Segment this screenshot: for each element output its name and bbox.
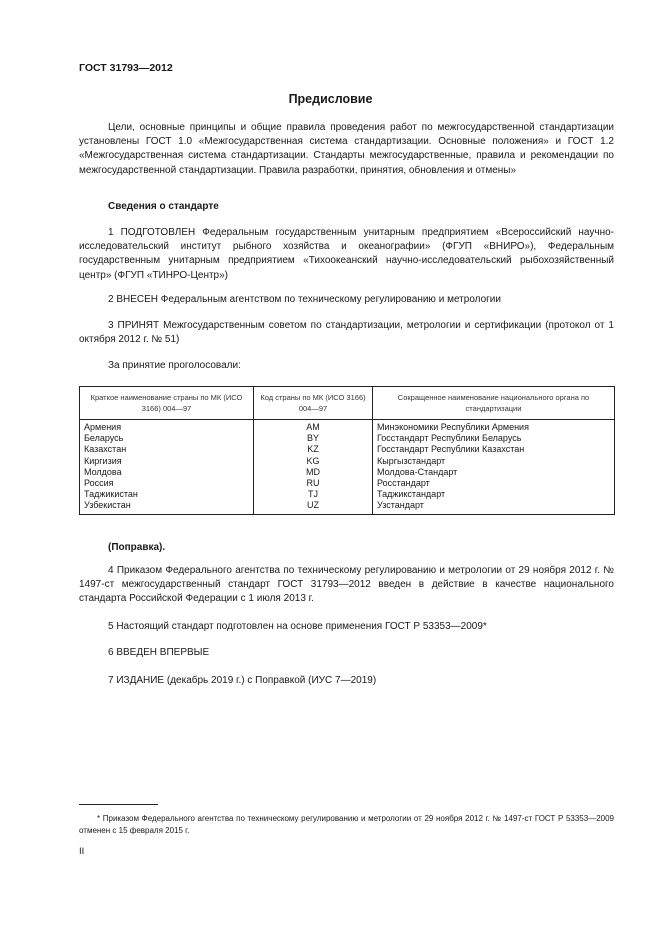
country-cell: Таджикистан <box>80 489 254 500</box>
intro-paragraph: Цели, основные принципы и общие правила проведения работ по межгосударственной стандартизации установлены ГОСТ 1.0 «Межгосударственная система стандартизации. Основные положения» и ГОСТ 1.2 «Межгосударственная система стандартизации. Стандарты межгосударственные, правила и рекомендации по межгосударственной стандартизации. Правила разработки, принятия, обновления и отмены» <box>79 122 614 176</box>
page-number: II <box>79 846 85 857</box>
item-4-paragraph: 4 Приказом Федерального агентства по техническому регулированию и метрологии от 29 ноября 2012 г. № 1497-ст межгосударственный стандарт ГОСТ 31793—2012 введен в действие в качестве национального стандарта Российской Федерации с 1 июля 2013 г. <box>79 565 614 605</box>
code-cell: RU <box>254 478 373 489</box>
table-header-country: Краткое наименование страны по МК (ИСО 3166) 004—97 <box>80 387 254 420</box>
item-7-paragraph: 7 ИЗДАНИЕ (декабрь 2019 г.) с Поправкой (ИУС 7—2019) <box>108 675 377 686</box>
item-6-paragraph: 6 ВВЕДЕН ВПЕРВЫЕ <box>108 647 210 658</box>
country-cell: Россия <box>80 478 254 489</box>
body-cell: Узстандарт <box>373 500 615 514</box>
table-row <box>80 433 615 444</box>
amendment-note: (Поправка). <box>108 542 166 553</box>
voting-table <box>79 386 615 515</box>
table-header-body: Сокращенное наименование национального органа по стандартизации <box>373 387 615 420</box>
table-row <box>80 444 615 455</box>
table-row <box>80 467 615 478</box>
code-cell: TJ <box>254 489 373 500</box>
footnote: * Приказом Федерального агентства по техническому регулированию и метрологии от 29 ноября 2012 г. № 1497-ст ГОСТ Р 53353—2009 отменен с 15 февраля 2015 г. <box>79 814 614 835</box>
country-cell: Беларусь <box>80 433 254 444</box>
country-cell: Молдова <box>80 467 254 478</box>
body-cell: Госстандарт Республики Казахстан <box>373 444 615 455</box>
page-title: Предисловие <box>288 92 373 106</box>
country-cell: Армения <box>80 420 254 434</box>
footnote-divider <box>79 804 158 805</box>
table-row <box>80 489 615 500</box>
table-header-code: Код страны по МК (ИСО 3166) 004—97 <box>254 387 373 420</box>
body-cell: Кыргызстандарт <box>373 456 615 467</box>
voted-label: За принятие проголосовали: <box>108 360 241 371</box>
body-cell: Росстандарт <box>373 478 615 489</box>
code-cell: KG <box>254 456 373 467</box>
item-2-paragraph: 2 ВНЕСЕН Федеральным агентством по техническому регулированию и метрологии <box>108 294 501 305</box>
section-heading: Сведения о стандарте <box>108 201 219 212</box>
country-cell: Киргизия <box>80 456 254 467</box>
table-row <box>80 478 615 489</box>
table-row <box>80 456 615 467</box>
code-cell: UZ <box>254 500 373 514</box>
table-header-row <box>80 387 615 420</box>
body-cell: Минэкономики Республики Армения <box>373 420 615 434</box>
table-row <box>80 420 615 434</box>
document-header: ГОСТ 31793—2012 <box>79 62 173 74</box>
item-3-paragraph: 3 ПРИНЯТ Межгосударственным советом по стандартизации, метрологии и сертификации (протокол от 1 октября 2012 г. № 51) <box>79 320 614 346</box>
body-cell: Молдова-Стандарт <box>373 467 615 478</box>
code-cell: KZ <box>254 444 373 455</box>
body-cell: Госстандарт Республики Беларусь <box>373 433 615 444</box>
table-row <box>80 500 615 514</box>
code-cell: MD <box>254 467 373 478</box>
country-cell: Казахстан <box>80 444 254 455</box>
item-1-paragraph: 1 ПОДГОТОВЛЕН Федеральным государственным унитарным предприятием «Всероссийский научно-исследовательский институт рыбного хозяйства и океанографии» (ФГУП «ВНИРО»), Федеральным государственным унитарным предприятием «Тихоокеанский научно-исследовательский рыбохозяйственный центр» (ФГУП «ТИНРО-Центр») <box>79 227 614 281</box>
code-cell: BY <box>254 433 373 444</box>
item-5-paragraph: 5 Настоящий стандарт подготовлен на основе применения ГОСТ Р 53353—2009* <box>108 621 487 632</box>
body-cell: Таджикстандарт <box>373 489 615 500</box>
country-cell: Узбекистан <box>80 500 254 514</box>
code-cell: AM <box>254 420 373 434</box>
